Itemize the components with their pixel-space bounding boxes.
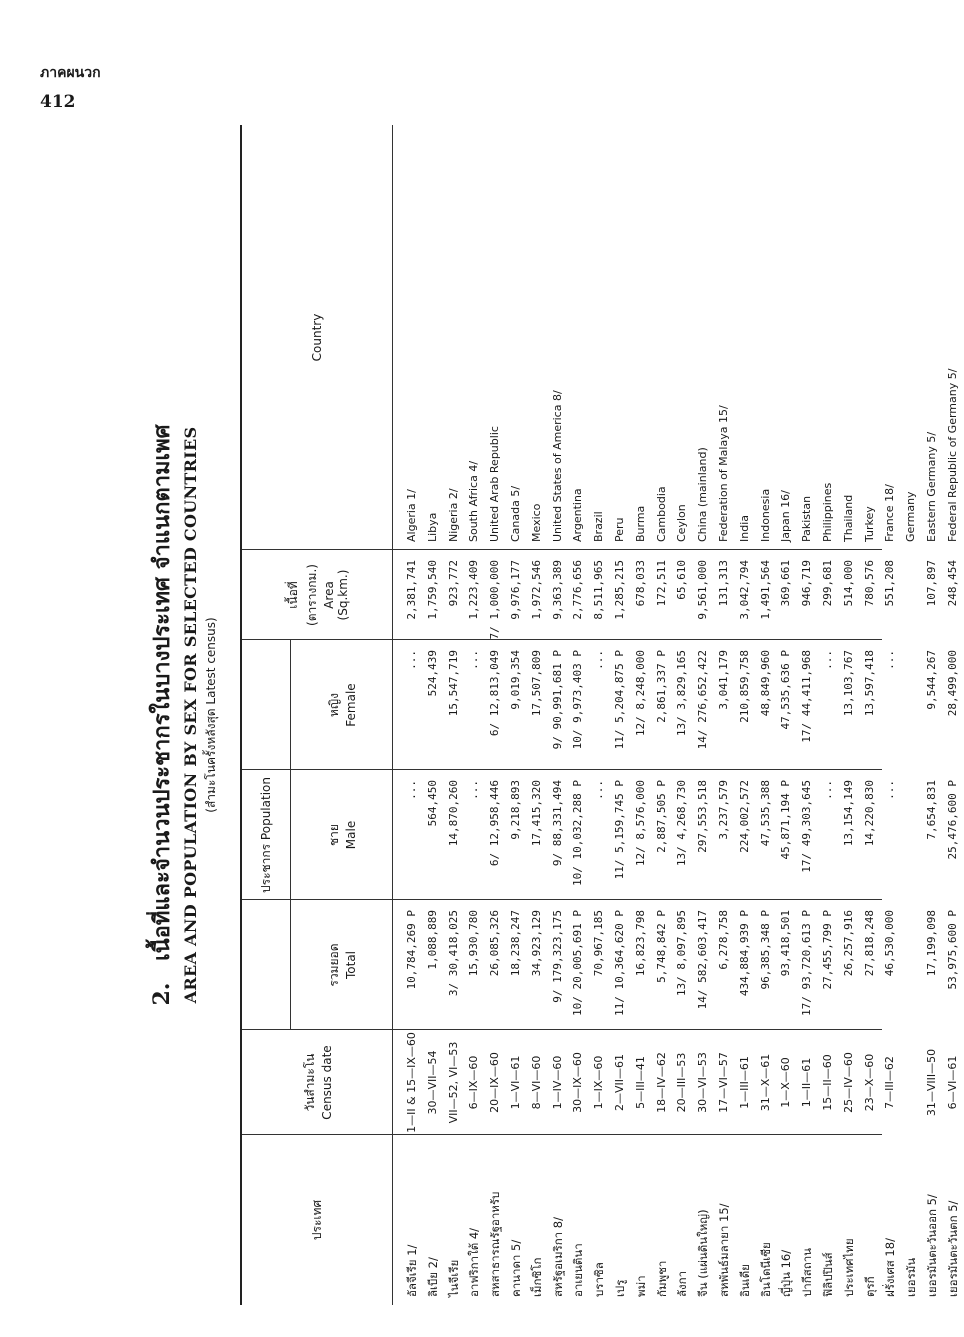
table-cell-female: 210,859,758 xyxy=(737,650,751,723)
table-cell-date: 5—III—41 xyxy=(633,1056,647,1109)
table-cell-en: Eastern Germany 5/ xyxy=(924,431,938,542)
table-cell-th: ฝรั่งเศส 18/ xyxy=(883,1238,898,1297)
table-cell-date: 30—IX—60 xyxy=(571,1052,585,1113)
table-cell-female: 47,535,636 P xyxy=(779,650,793,730)
table-cell-date: 18—IV—62 xyxy=(654,1052,668,1113)
table-cell-total: 34,923,129 xyxy=(529,910,543,977)
table-cell-en: Burma xyxy=(633,505,647,542)
table-cell-area: 248,454 xyxy=(945,560,959,607)
table-cell-en: Thailand xyxy=(841,494,855,542)
header-male-en: Male xyxy=(343,820,358,850)
table-cell-male: 13/ 4,268,730 xyxy=(675,780,689,867)
table-cell-total: 5,748,842 P xyxy=(654,910,668,983)
table-cell-en: United States of America 8/ xyxy=(550,390,564,542)
table-cell-area: 1,223,409 xyxy=(467,560,481,620)
table-cell-en: Federal Republic of Germany 5/ xyxy=(945,368,959,542)
table-cell-male: 297,553,518 xyxy=(696,780,710,853)
table-cell-th: อาฟริกาใต้ 4/ xyxy=(467,1227,482,1297)
table-cell-female: 13/ 3,829,165 xyxy=(675,650,689,737)
table-cell-date: 1—VI—61 xyxy=(508,1055,522,1110)
table-cell-th: อินเดีย xyxy=(737,1264,752,1297)
table-cell-en: Mexico xyxy=(529,503,543,542)
table-cell-male: 564,450 xyxy=(425,780,439,827)
table-cell-date: 30—VI—53 xyxy=(696,1052,710,1113)
table-cell-area: 9,976,177 xyxy=(508,560,522,620)
table-cell-en: Pakistan xyxy=(800,495,814,542)
header-total-th: รวมยอด xyxy=(326,943,341,987)
table-cell-area xyxy=(901,550,922,640)
table-cell-th: สหพันธ์มลายา 15/ xyxy=(716,1203,731,1297)
table-cell-en: Germany xyxy=(904,491,918,542)
table-cell-male: 224,002,572 xyxy=(737,780,751,853)
table-cell-area: 2,381,741 xyxy=(405,560,418,620)
table-cell-male: 9,218,893 xyxy=(508,780,522,840)
table-cell-area: 780,576 xyxy=(862,560,876,607)
header-male-th: ชาย xyxy=(326,824,341,846)
table-cell-female: 14/ 276,652,422 xyxy=(696,650,710,750)
table-cell-date: 8—VI—60 xyxy=(529,1055,543,1110)
table-cell-total: 93,418,501 xyxy=(779,910,793,977)
header-population-group xyxy=(242,640,291,1030)
header-female xyxy=(290,640,393,770)
table-cell-male: ... xyxy=(820,780,834,800)
table-cell-male: 14,220,830 xyxy=(862,780,876,847)
table-cell-male: 3,237,579 xyxy=(716,780,730,840)
table-cell-area: 9,363,389 xyxy=(550,560,564,620)
table-cell-date: 6—IX—60 xyxy=(467,1055,481,1110)
table-cell-date: 15—II—60 xyxy=(820,1054,834,1111)
table-cell-total: 16,823,798 xyxy=(633,910,647,977)
header-male xyxy=(290,770,393,900)
table-cell-date: 23—X—60 xyxy=(862,1053,876,1112)
header-female-th: หญิง xyxy=(326,693,341,717)
table-cell-area: 299,681 xyxy=(820,560,834,607)
table-cell-date: 30—VII—54 xyxy=(425,1050,439,1115)
table-number: 2. xyxy=(149,982,175,1006)
table-cell-female: ... xyxy=(405,650,418,670)
table-cell-date: 31—VIII—50 xyxy=(924,1048,938,1117)
table-cell-male: 12/ 8,576,000 xyxy=(633,780,647,867)
table-cell-en: Indonesia xyxy=(758,488,772,542)
table-cell-date: 1—IX—60 xyxy=(592,1055,606,1110)
table-cell-th: เยอรมันตะวันออก 5/ xyxy=(924,1194,939,1297)
table-cell-female: 10/ 9,973,403 P xyxy=(571,650,585,750)
table-cell-date: 2—VII—61 xyxy=(612,1054,626,1112)
table-cell-female: ... xyxy=(467,650,481,670)
table-cell-area: 3,042,794 xyxy=(737,560,751,620)
table-cell-en: Ceylon xyxy=(675,504,689,542)
header-census-date xyxy=(242,1030,393,1135)
table-cell-date: 25—IV—60 xyxy=(841,1052,855,1113)
table-cell-total: 53,975,600 P xyxy=(945,910,959,990)
table-cell-female: 3,041,179 xyxy=(716,650,730,710)
table-cell-male: 6/ 12,958,446 xyxy=(488,780,502,867)
table-cell-th: ลังกา xyxy=(675,1270,690,1297)
table-cell-total: 27,818,248 xyxy=(862,910,876,977)
table-cell-area: 369,661 xyxy=(779,560,793,607)
table-cell-area: 131,313 xyxy=(716,560,730,607)
header-country-th-label: ประเทศ xyxy=(309,1199,324,1241)
table-cell-th: ลิเบีย 2/ xyxy=(425,1257,440,1297)
table-cell-date: 20—III—53 xyxy=(675,1052,689,1113)
table-cell-male: ... xyxy=(467,780,481,800)
table-cell-en: United Arab Republic xyxy=(488,426,502,542)
table-cell-area: 1,491,564 xyxy=(758,560,772,620)
table-cell-female: ... xyxy=(592,650,606,670)
header-population-label: ประชากร Population xyxy=(258,777,273,893)
table-cell-total: 18,238,247 xyxy=(508,910,522,977)
table-cell-female: ... xyxy=(883,650,897,670)
table-cell-date: 20—IX—60 xyxy=(488,1052,502,1113)
table-cell-date: 1—II—61 xyxy=(800,1057,814,1108)
table-cell-female: 28,499,000 xyxy=(945,650,959,717)
col-area xyxy=(402,550,964,640)
table-cell-area: 514,000 xyxy=(841,560,855,607)
page-number: 412 xyxy=(40,92,76,112)
table-cell-female: 12/ 8,248,000 xyxy=(633,650,647,737)
table-cell-female: 48,849,960 xyxy=(758,650,772,717)
table-cell-th: เม็กซิโก xyxy=(529,1257,544,1297)
table-cell-total: 27,455,799 P xyxy=(820,910,834,990)
table-cell-male: 45,871,194 P xyxy=(779,780,793,860)
table-cell-total: 46,530,000 xyxy=(883,910,897,977)
col-census-date xyxy=(402,1030,964,1135)
col-country-en xyxy=(402,125,964,550)
table-cell-female: 9/ 90,991,681 P xyxy=(550,650,564,750)
table-cell-total: 26,257,916 xyxy=(841,910,855,977)
table-cell-total xyxy=(901,900,922,1030)
table-cell-en: India xyxy=(737,515,751,542)
table-cell-th: พม่า xyxy=(633,1275,648,1297)
table-cell-th: ไนจีเรีย xyxy=(446,1259,461,1297)
table-cell-en: Philippines xyxy=(820,482,834,542)
table-cell-date: 1—II & 15—IX—60 xyxy=(405,1032,418,1133)
table-cell-male xyxy=(901,770,922,900)
table-cell-en: Federation of Malaya 15/ xyxy=(716,405,730,542)
table-cell-male: ... xyxy=(405,780,418,800)
table-cell-total: 9/ 179,323,175 xyxy=(550,910,564,1003)
col-total xyxy=(402,900,964,1030)
table-cell-male: 17/ 49,303,645 xyxy=(800,780,814,873)
table-cell-total: 14/ 582,603,417 xyxy=(696,910,710,1010)
col-female xyxy=(402,640,964,770)
table-cell-en: Argentina xyxy=(571,488,585,542)
table-cell-th: ฟิลิปปินส์ xyxy=(820,1252,835,1297)
table-cell-date: 7—III—62 xyxy=(883,1056,897,1109)
table-cell-male: 9/ 88,331,494 xyxy=(550,780,564,867)
table-cell-male: 17,415,320 xyxy=(529,780,543,847)
title-thai-text: เนื้อที่และจำนวนประชากรในบางประเทศ จำแนกตามเพศ xyxy=(149,424,175,961)
header-total-en: Total xyxy=(343,950,358,980)
header-area-en: Area xyxy=(322,581,336,609)
table-cell-total: 434,884,939 P xyxy=(737,910,751,997)
table-cell-female: 15,547,719 xyxy=(446,650,460,717)
header-country-en-label: Country xyxy=(310,313,324,362)
header-area-th: เนื้อที่ xyxy=(286,581,300,609)
table-cell-area: 7/ 1,000,000 xyxy=(488,560,502,640)
table-cell-male: 11/ 5,159,745 P xyxy=(612,780,626,880)
table-cell-th: กัมพูชา xyxy=(654,1260,669,1297)
table-cell-male: 25,476,600 P xyxy=(945,780,959,860)
table-cell-female: 524,439 xyxy=(425,650,439,697)
title-english: AREA AND POPULATION BY SEX FOR SELECTED COUNTRIES xyxy=(181,426,200,1004)
table-cell-area: 678,033 xyxy=(633,560,647,607)
table-cell-th: ปากีสถาน xyxy=(800,1247,815,1297)
table-cell-date: 31—X—61 xyxy=(758,1053,772,1112)
table-cell-total: 70,967,185 xyxy=(592,910,606,977)
table-cell-en: Turkey xyxy=(862,506,876,542)
title-note: (สำมะโนครั้งหลังสุด Latest census) xyxy=(204,617,218,813)
table-cell-total: 96,385,348 P xyxy=(758,910,772,990)
table-cell-male: 10/ 10,032,288 P xyxy=(571,780,585,886)
table-cell-th: อินโดนีเซีย xyxy=(758,1242,773,1297)
table-cell-date: 1—X—60 xyxy=(779,1057,793,1108)
table-cell-th: ตุรกี xyxy=(862,1276,877,1297)
table-cell-male: 7,654,831 xyxy=(924,780,938,840)
table-cell-area: 946,719 xyxy=(800,560,814,607)
table-cell-female: 11/ 5,204,875 P xyxy=(612,650,626,750)
table-cell-female: 13,597,418 xyxy=(862,650,876,717)
table-cell-total: 17/ 93,720,613 P xyxy=(800,910,814,1016)
table-cell-th: เยอรมันตะวันตก 5/ xyxy=(945,1200,960,1297)
table-cell-en: Japan 16/ xyxy=(779,490,793,542)
table-cell-male: 13,154,149 xyxy=(841,780,855,847)
table-cell-male: ... xyxy=(883,780,897,800)
section-label: ภาคผนวก xyxy=(40,65,101,81)
header-census-date-th: วันสำมะโน xyxy=(302,1053,317,1112)
table-cell-female: 9,019,354 xyxy=(508,650,522,710)
header-country-th xyxy=(242,1135,393,1305)
table-cell-total: 3/ 30,418,025 xyxy=(446,910,460,997)
table-cell-en: Cambodia xyxy=(654,486,668,542)
table-cell-date: 1—IV—60 xyxy=(550,1055,564,1110)
table-cell-area: 1,285,215 xyxy=(612,560,626,620)
table-cell-total: 17,199,098 xyxy=(924,910,938,977)
rotated-table-page xyxy=(130,125,960,1305)
col-country-th xyxy=(402,1135,964,1305)
table-cell-male: 2,887,505 P xyxy=(654,780,668,853)
table-cell-th: บราซิล xyxy=(592,1262,607,1297)
table-cell-en: China (mainland) xyxy=(696,447,710,542)
table-cell-area: 551,208 xyxy=(883,560,897,607)
table-cell-en: Peru xyxy=(612,517,626,542)
table-cell-th: อัลจีเรีย 1/ xyxy=(405,1244,419,1297)
table-cell-area: 2,776,656 xyxy=(571,560,585,620)
table-cell-th: จีน (แผ่นดินใหญ่) xyxy=(696,1209,711,1297)
table-cell-total: 13/ 8,097,895 xyxy=(675,910,689,997)
table-cell-female: 17/ 44,411,968 xyxy=(800,650,814,743)
table-cell-date: 17—VI—57 xyxy=(716,1052,730,1113)
header-area-unit-th: (ตารางกม.) xyxy=(305,564,319,626)
table-cell-area: 107,897 xyxy=(924,560,938,607)
table-cell-th: สหสาธารณรัฐอาหรับ xyxy=(488,1191,503,1297)
table-cell-date: 1—III—61 xyxy=(737,1056,751,1109)
table-cell-female: 17,507,809 xyxy=(529,650,543,717)
header-census-date-en: Census date xyxy=(319,1045,334,1120)
table-cell-total: 10,784,269 P xyxy=(405,910,418,990)
table-cell-en: Nigeria 2/ xyxy=(446,488,460,542)
table-cell-male: 47,535,388 xyxy=(758,780,772,847)
table-cell-female: 2,861,337 P xyxy=(654,650,668,723)
table-cell-total: 11/ 10,364,620 P xyxy=(612,910,626,1016)
table-cell-date xyxy=(901,1030,922,1135)
table-cell-area: 1,972,546 xyxy=(529,560,543,620)
table-cell-area: 1,759,540 xyxy=(425,560,439,620)
table-cell-total: 1,088,889 xyxy=(425,910,439,970)
table-cell-female: 9,544,267 xyxy=(924,650,938,710)
table-cell-female: 6/ 12,813,049 xyxy=(488,650,502,737)
table-cell-total: 15,930,780 xyxy=(467,910,481,977)
header-total xyxy=(290,900,393,1030)
table-cell-th: อาเยนตินา xyxy=(571,1243,586,1297)
header-country-en xyxy=(242,125,393,550)
header-area xyxy=(242,550,393,640)
table-cell-en: South Africa 4/ xyxy=(467,460,481,542)
table-cell-area: 9,561,000 xyxy=(696,560,710,620)
header-female-en: Female xyxy=(343,683,358,727)
data-table xyxy=(240,125,960,1305)
table-cell-total: 10/ 20,005,691 P xyxy=(571,910,585,1016)
table-cell-total: 26,085,326 xyxy=(488,910,502,977)
table-cell-en: Libya xyxy=(425,512,439,542)
table-cell-area: 65,610 xyxy=(675,560,689,600)
table-cell-area: 172,511 xyxy=(654,560,668,607)
table-cell-male: 14,870,260 xyxy=(446,780,460,847)
table-cell-th: ญี่ปุ่น 16/ xyxy=(779,1249,794,1297)
table-cell-female: ... xyxy=(820,650,834,670)
table-cell-th: เยอรมัน xyxy=(904,1257,919,1297)
table-cell-area: 923,772 xyxy=(446,560,460,607)
table-cell-th: ประเทศไทย xyxy=(841,1238,856,1297)
table-cell-area: 8,511,965 xyxy=(592,560,606,620)
table-cell-date: 6—VI—61 xyxy=(945,1055,959,1110)
table-cell-th: เปรู xyxy=(612,1279,627,1297)
table-cell-en: Brazil xyxy=(592,511,606,542)
col-male xyxy=(402,770,964,900)
table-cell-male: ... xyxy=(592,780,606,800)
table-cell-total: 6,278,758 xyxy=(716,910,730,970)
title-thai xyxy=(144,125,179,1305)
table-cell-female xyxy=(901,640,922,770)
table-cell-th: สหรัฐอเมริกา 8/ xyxy=(550,1217,565,1297)
table-cell-en: France 18/ xyxy=(883,484,897,542)
table-cell-th: คานาดา 5/ xyxy=(508,1239,523,1297)
table-cell-date: VII—52, VI—53 xyxy=(446,1041,460,1124)
table-cell-female: 13,103,767 xyxy=(841,650,855,717)
header-area-unit-en: (Sq.km.) xyxy=(336,569,350,621)
table-cell-en: Canada 5/ xyxy=(508,485,522,542)
table-cell-en: Algeria 1/ xyxy=(405,489,418,542)
table-titles xyxy=(130,125,221,1305)
